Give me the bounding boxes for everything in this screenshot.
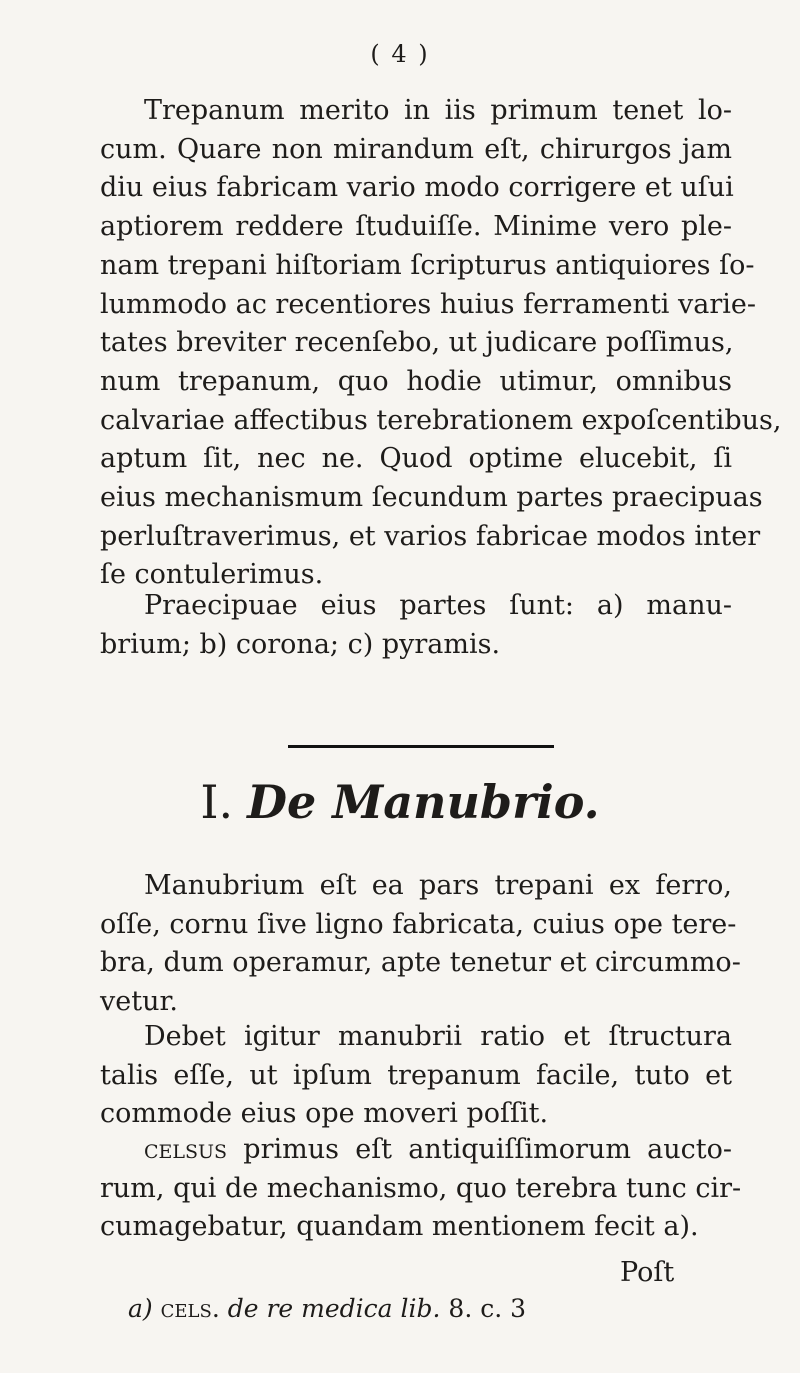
text-line: Trepanum merito in iis primum tenet lo- (144, 95, 732, 126)
author-name: celsus (144, 1134, 228, 1165)
text-line: eius mechanismum ſecundum partes praecipuas (100, 482, 763, 514)
text-line: talis eſſe, ut ipſum trepanum facile, tuto et (100, 1059, 732, 1091)
footnote-author: cels. (160, 1294, 220, 1323)
text-line: calvariae affectibus terebrationem expoſcentibus, (100, 404, 782, 436)
text-line: num trepanum, quo hodie utimur, omnibus (100, 365, 732, 397)
structure-paragraph (100, 1018, 732, 1134)
text-line (100, 1131, 732, 1170)
text-line: cum. Quare non mirandum eſt, chirurgos jam (100, 133, 732, 165)
text-line: ſe contulerimus. (100, 559, 324, 591)
text-line: Manubrium eſt ea pars trepani ex ferro, (144, 870, 732, 901)
text-line: lummodo ac recentiores huius ferramenti varie- (100, 288, 757, 320)
text-line: brium; b) corona; c) pyramis. (100, 628, 501, 660)
text-line: rum, qui de mechanismo, quo terebra tunc cir- (100, 1172, 742, 1204)
section-divider (288, 745, 554, 748)
text-line: Praecipuae eius partes ſunt: a) manu- (144, 590, 732, 621)
text-line: cumagebatur, quandam mentionem fecit a). (100, 1211, 699, 1243)
text-line: vetur. (100, 986, 178, 1018)
celsus-paragraph (100, 1131, 742, 1247)
section-heading (0, 775, 800, 829)
text-line: Debet igitur manubrii ratio et ſtructura (144, 1021, 732, 1052)
footnote (128, 1294, 526, 1323)
intro-paragraph (100, 92, 782, 595)
footnote-label: a) (128, 1294, 153, 1323)
footnote-ref: 8. c. 3 (448, 1294, 527, 1323)
text-line: commode eius ope moveri poſſit. (100, 1098, 549, 1130)
catchword: Poſt (620, 1257, 675, 1288)
text-line: aptiorem reddere ſtuduiſſe. Minime vero ple- (100, 211, 732, 243)
text-line: tates breviter recenſebo, ut judicare poſſimus, (100, 327, 734, 359)
definition-paragraph (100, 867, 741, 1022)
text-line: perluſtraverimus, et varios fabricae modos inter (100, 520, 761, 552)
footnote-work: de re medica lib. (227, 1294, 441, 1323)
parts-paragraph (100, 587, 732, 664)
line-rest: primus eſt antiquiſſimorum aucto- (227, 1134, 732, 1165)
text-line: oſſe, cornu ſive ligno fabricata, cuius ope tere- (100, 908, 737, 940)
text-line: bra, dum operamur, apte tenetur et circummo- (100, 947, 741, 979)
text-line: diu eius fabricam vario modo corrigere et uſui (100, 172, 734, 204)
section-title: De Manubrio. (247, 775, 600, 829)
text-line: nam trepani hiſtoriam ſcripturus antiquiores ſo- (100, 249, 755, 281)
page-number: ( 4 ) (370, 40, 430, 68)
section-number: I. (200, 775, 234, 829)
text-line: aptum ſit, nec ne. Quod optime elucebit, ſi (100, 443, 732, 475)
